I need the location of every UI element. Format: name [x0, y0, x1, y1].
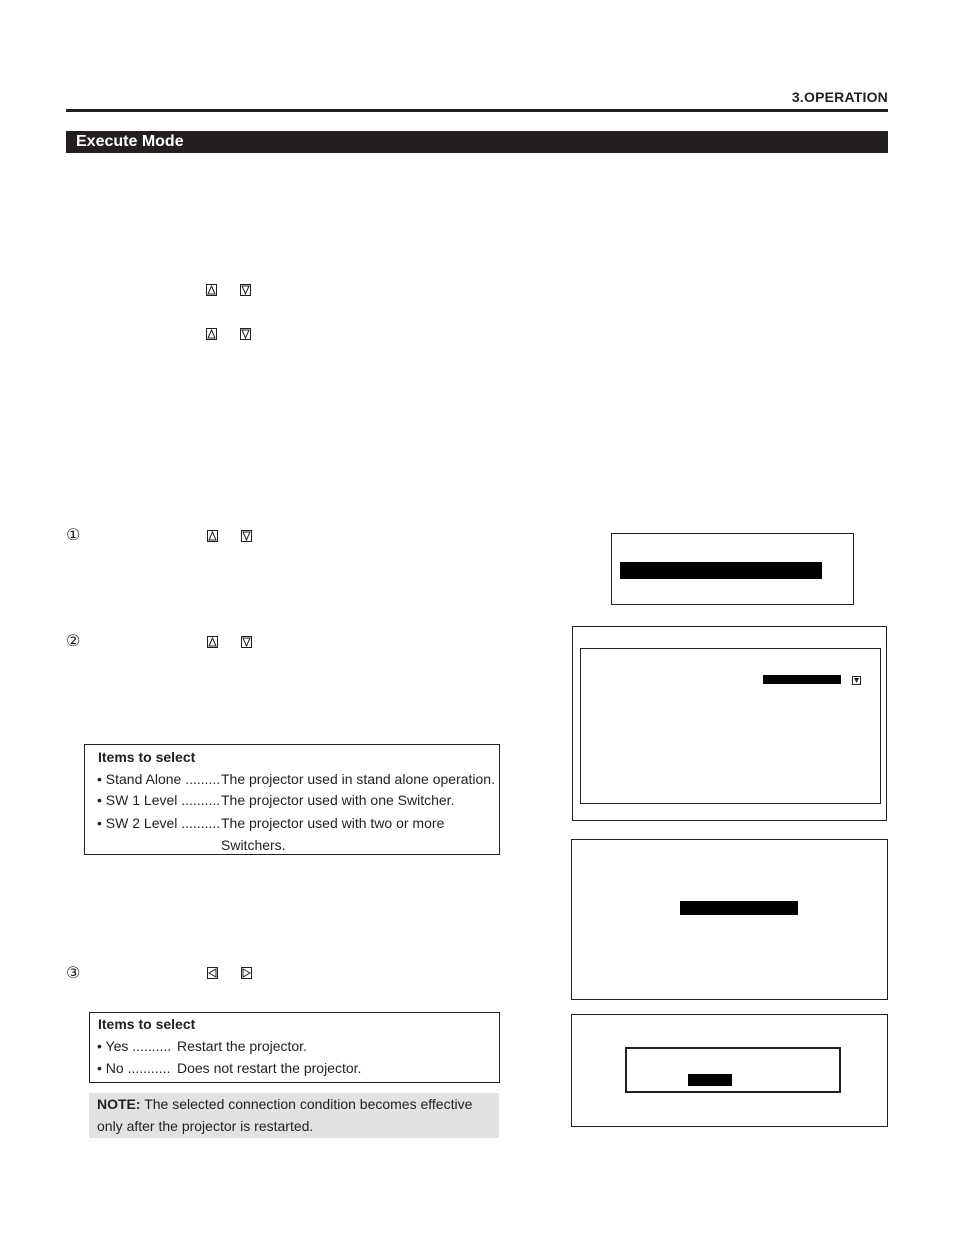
note-label: NOTE: [97, 1096, 141, 1112]
triangle-left-icon [207, 967, 218, 979]
section-header: 3.OPERATION [791, 89, 888, 105]
triangle-down-icon [240, 284, 251, 296]
item-label: • Yes .......... [97, 1038, 172, 1054]
selected-connection-field [763, 675, 841, 684]
item-description: Does not restart the projector. [177, 1060, 362, 1076]
items-title: Items to select [98, 749, 196, 765]
triangle-down-icon [241, 530, 252, 542]
item-description-cont: Switchers. [221, 837, 286, 853]
highlighted-menu-item [620, 562, 822, 579]
dropdown-arrow-icon [852, 676, 861, 685]
items-title: Items to select [98, 1016, 196, 1032]
step-number: ② [66, 631, 81, 650]
item-description: The projector used with one Switcher. [221, 792, 455, 808]
item-label: • Stand Alone ......... [97, 771, 221, 787]
triangle-down-icon [240, 328, 251, 340]
header-rule [66, 109, 888, 112]
triangle-up-icon [206, 328, 217, 340]
menu-screen [611, 533, 854, 605]
confirmation-screen [571, 839, 888, 1000]
connection-items-box [84, 744, 500, 855]
page-title: Execute Mode [76, 133, 184, 150]
item-label: • No ........... [97, 1060, 171, 1076]
item-description: The projector used with two or more [221, 815, 445, 831]
triangle-right-icon [241, 967, 252, 979]
item-description: Restart the projector. [177, 1038, 307, 1054]
triangle-up-icon [206, 284, 217, 296]
connection-dialog-screen [572, 626, 887, 821]
triangle-up-icon [207, 530, 218, 542]
highlighted-option [680, 901, 798, 915]
restart-screen [571, 1014, 888, 1127]
triangle-up-icon [207, 636, 218, 648]
item-label: • SW 1 Level .......... [97, 792, 221, 808]
note-box [89, 1093, 499, 1138]
triangle-down-icon [241, 636, 252, 648]
restart-items-box [89, 1012, 500, 1083]
item-label: • SW 2 Level .......... [97, 815, 221, 831]
connection-dialog-panel [580, 648, 881, 804]
step-number: ① [66, 525, 81, 544]
selected-yes-button [688, 1074, 732, 1086]
title-bar [66, 131, 888, 153]
step-number: ③ [66, 963, 81, 982]
restart-dialog [625, 1047, 841, 1093]
note-text: The selected connection condition becomes effective [144, 1096, 473, 1112]
item-description: The projector used in stand alone operation. [221, 771, 495, 787]
note-text: only after the projector is restarted. [97, 1118, 314, 1134]
